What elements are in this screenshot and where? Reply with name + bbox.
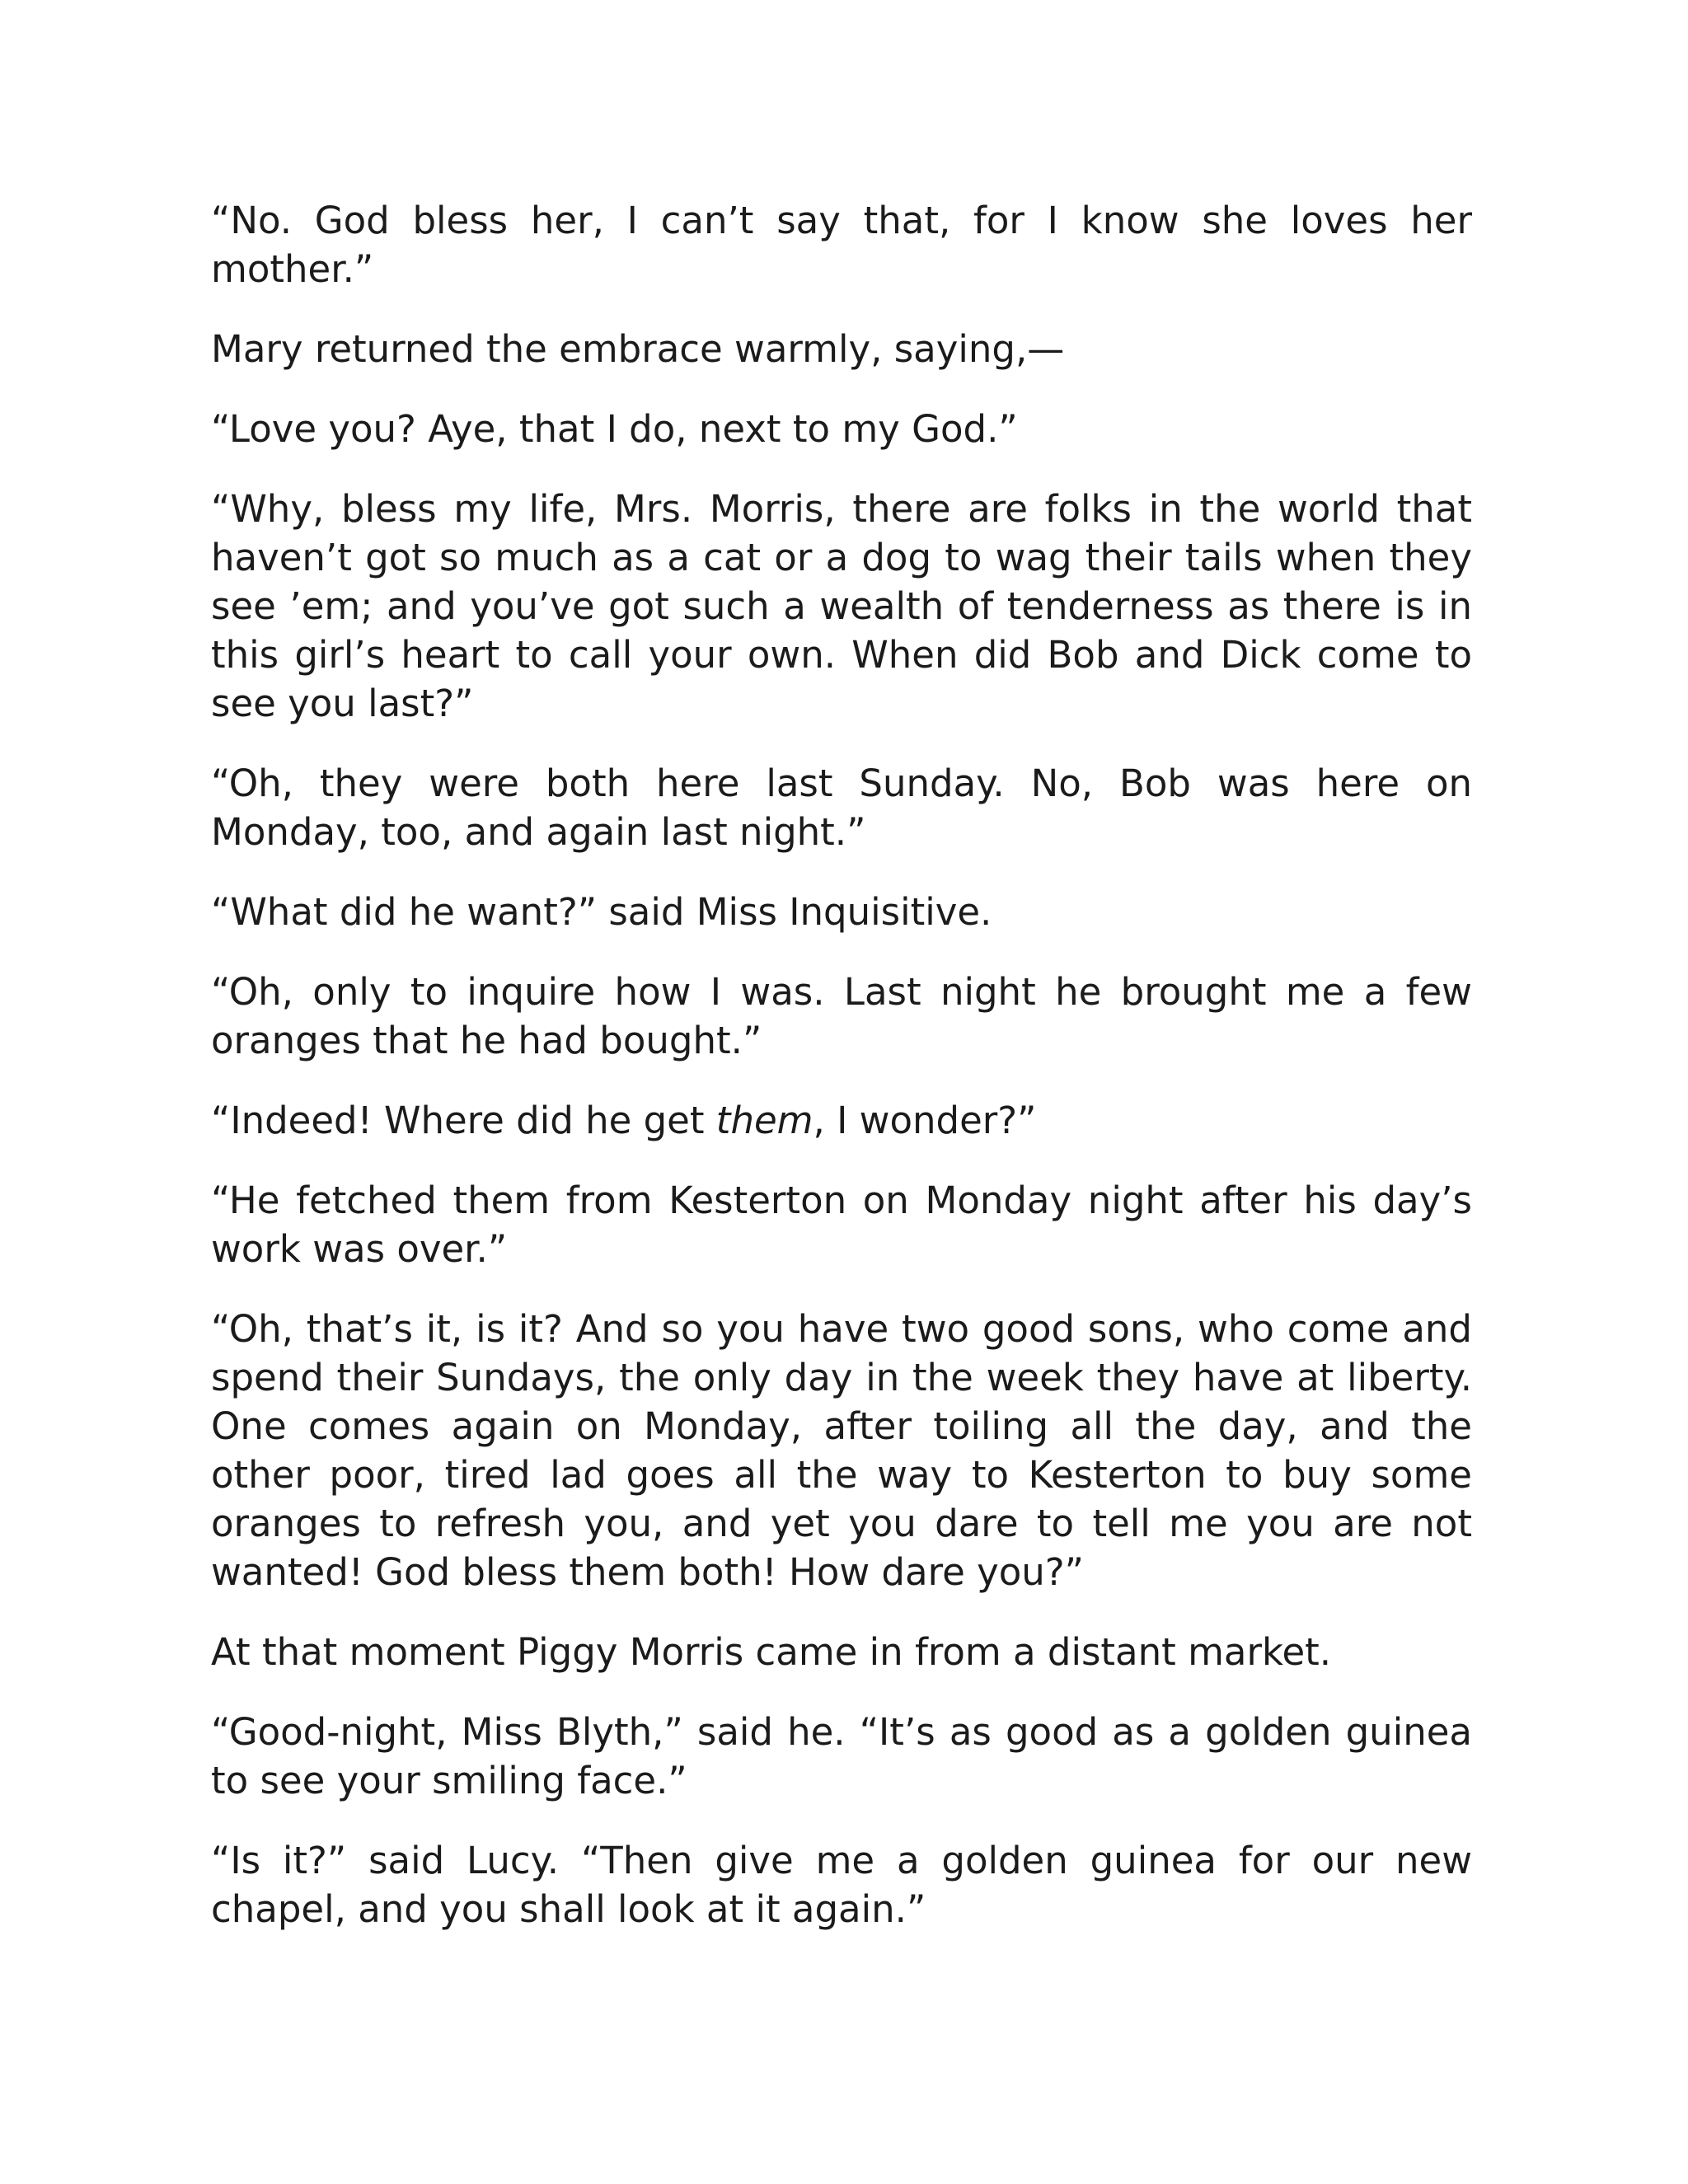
- paragraph: “He fetched them from Kesterton on Monday night after his day’s work was over.”: [211, 1179, 1472, 1271]
- paragraph: “No. God bless her, I can’t say that, for I know she loves her mother.”: [211, 199, 1472, 291]
- paragraph: “Oh, they were both here last Sunday. No, Bob was here on Monday, too, and again last night.”: [211, 762, 1472, 854]
- paragraph: “Oh, that’s it, is it? And so you have two good sons, who come and spend their Sundays, the only day in the week they have at liberty. One comes again on Monday, after toiling all the day, and the other poor, tired lad goes all the way to Kesterton to buy some oranges to refresh you, and yet you dare to tell me you are not wanted! God bless them both! How dare you?”: [211, 1307, 1472, 1594]
- paragraph: “Love you? Aye, that I do, next to my God.”: [211, 407, 1018, 451]
- paragraph: “What did he want?” said Miss Inquisitive.: [211, 890, 992, 934]
- paragraph-with-emphasis: [211, 1096, 1472, 1145]
- document-page: [211, 196, 1472, 1965]
- paragraph-text: , I wonder?”: [813, 1099, 1037, 1142]
- paragraph: “Oh, only to inquire how I was. Last night he brought me a few oranges that he had bought.”: [211, 970, 1472, 1062]
- emphasized-word: them: [715, 1099, 814, 1142]
- paragraph: At that moment Piggy Morris came in from a distant market.: [211, 1630, 1332, 1674]
- paragraph: Mary returned the embrace warmly, saying,—: [211, 327, 1065, 371]
- paragraph: “Is it?” said Lucy. “Then give me a golden guinea for our new chapel, and you shall look at it again.”: [211, 1839, 1472, 1931]
- paragraph: “Why, bless my life, Mrs. Morris, there are folks in the world that haven’t got so much as a cat or a dog to wag their tails when they see ’em; and you’ve got such a wealth of tenderness as there is in this girl’s heart to call your own. When did Bob and Dick come to see you last?”: [211, 487, 1472, 725]
- paragraph: “Good-night, Miss Blyth,” said he. “It’s as good as a golden guinea to see your smiling face.”: [211, 1710, 1472, 1802]
- paragraph-text: “Indeed! Where did he get: [211, 1099, 716, 1142]
